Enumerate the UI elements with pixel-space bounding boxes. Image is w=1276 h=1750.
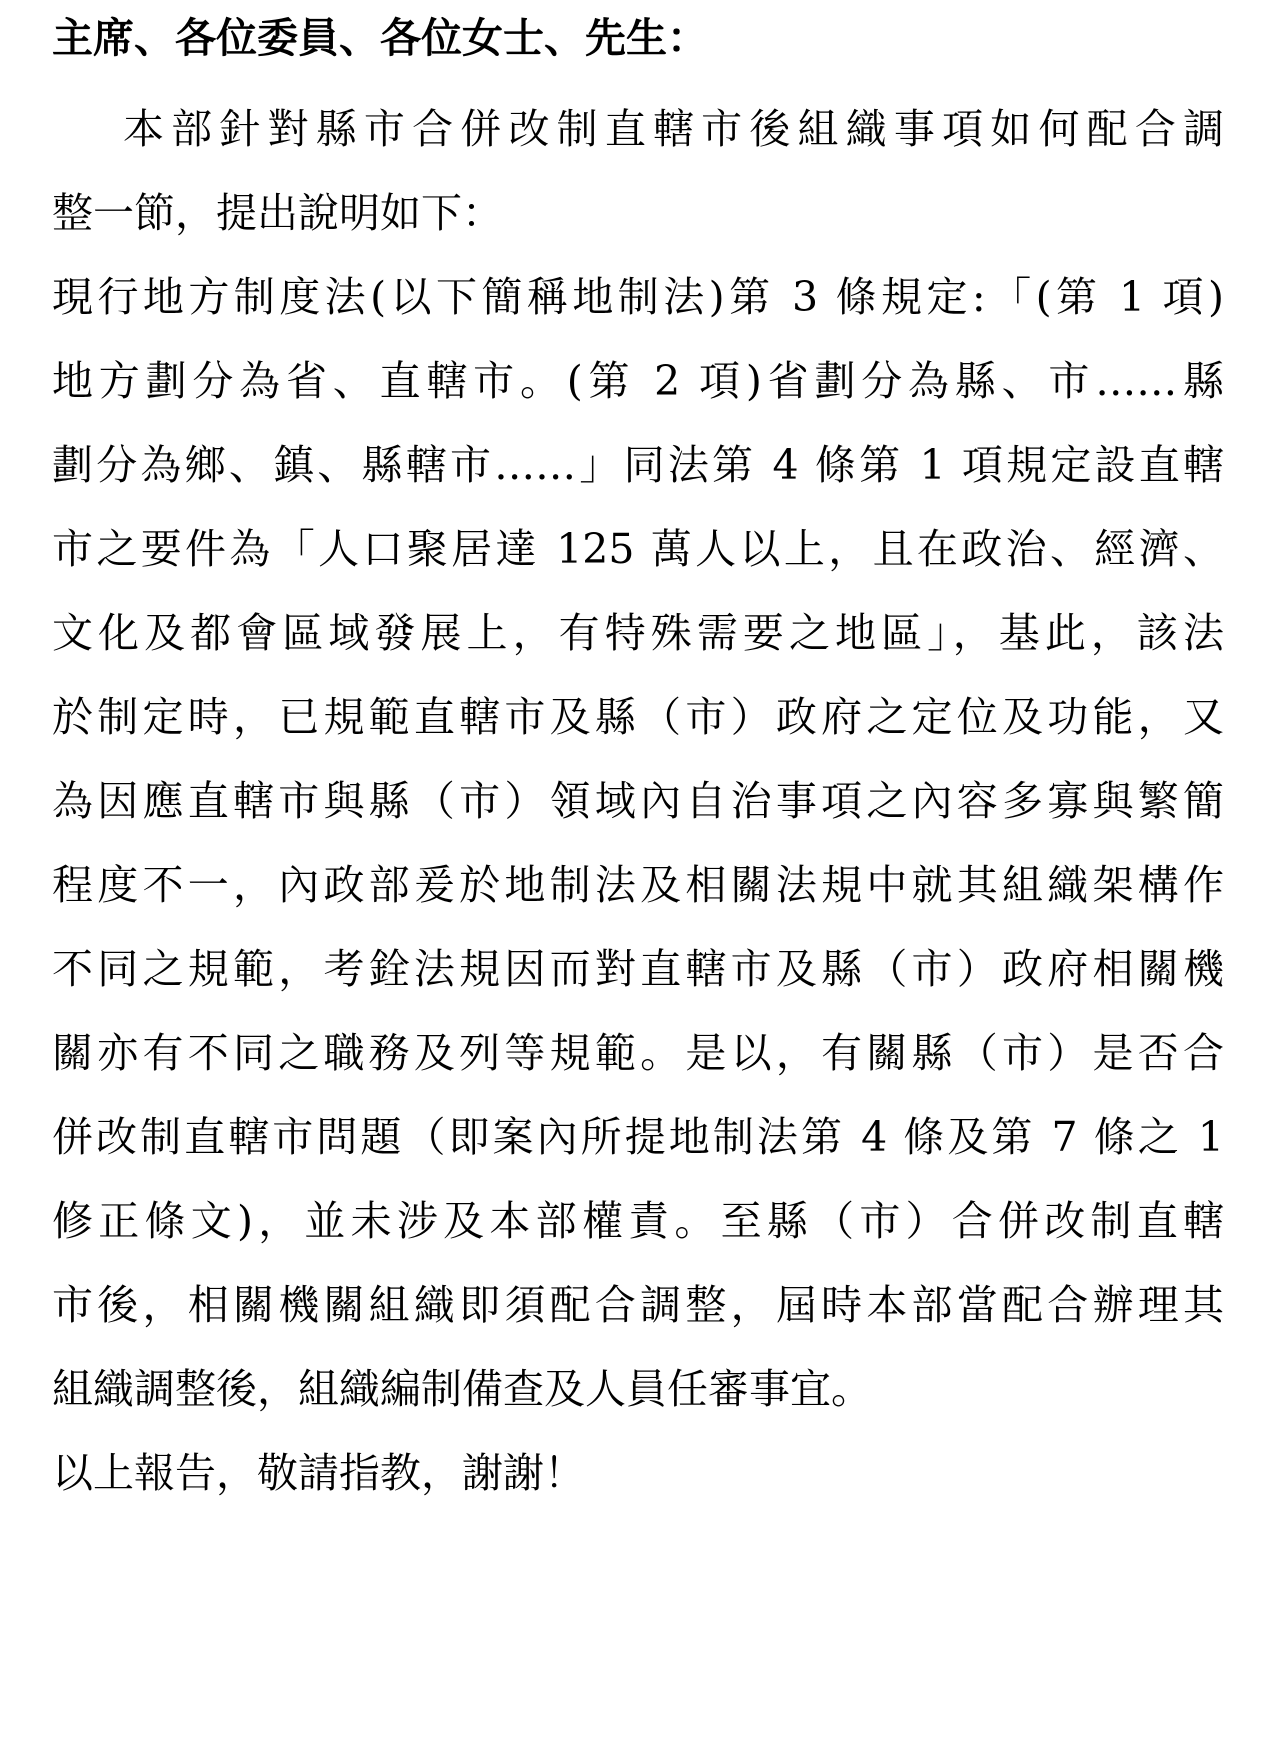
body-line-2: 整一節，提出說明如下： — [52, 189, 503, 237]
body-line-5: 劃分為鄉、鎮、縣轄市……」同法第 4 條第 1 項規定設直轄 — [52, 441, 1224, 489]
body-line-15: 市後，相關機關組織即須配合調整，屆時本部當配合辦理其 — [52, 1281, 1224, 1329]
body-line-3: 現行地方制度法(以下簡稱地制法)第 3 條規定:「(第 1 項) — [52, 273, 1224, 321]
closing-line: 以上報告，敬請指教，謝謝！ — [52, 1449, 585, 1497]
body-line-9: 為因應直轄市與縣（市）領域內自治事項之內容多寡與繁簡 — [52, 777, 1224, 825]
body-line-11: 不同之規範，考銓法規因而對直轄市及縣（市）政府相關機 — [52, 945, 1224, 993]
body-line-7: 文化及都會區域發展上，有特殊需要之地區」，基此，該法 — [52, 609, 1224, 657]
body-line-4: 地方劃分為省、直轄市。(第 2 項)省劃分為縣、市……縣 — [52, 357, 1224, 405]
body-line-1: 本部針對縣市合併改制直轄市後組織事項如何配合調 — [123, 105, 1224, 153]
body-line-12: 關亦有不同之職務及列等規範。是以，有關縣（市）是否合 — [52, 1029, 1224, 1077]
body-line-16: 組織調整後，組織編制備查及人員任審事宜。 — [52, 1365, 872, 1413]
body-line-6: 市之要件為「人口聚居達 125 萬人以上，且在政治、經濟、 — [52, 525, 1224, 573]
greeting-line: 主席、各位委員、各位女士、先生： — [52, 14, 708, 62]
body-line-14: 修正條文)，並未涉及本部權責。至縣（市）合併改制直轄 — [52, 1197, 1224, 1245]
body-line-8: 於制定時，已規範直轄市及縣（市）政府之定位及功能，又 — [52, 693, 1224, 741]
body-line-10: 程度不一，內政部爰於地制法及相關法規中就其組織架構作 — [52, 861, 1224, 909]
body-line-13: 併改制直轄市問題（即案內所提地制法第 4 條及第 7 條之 1 — [52, 1113, 1224, 1161]
